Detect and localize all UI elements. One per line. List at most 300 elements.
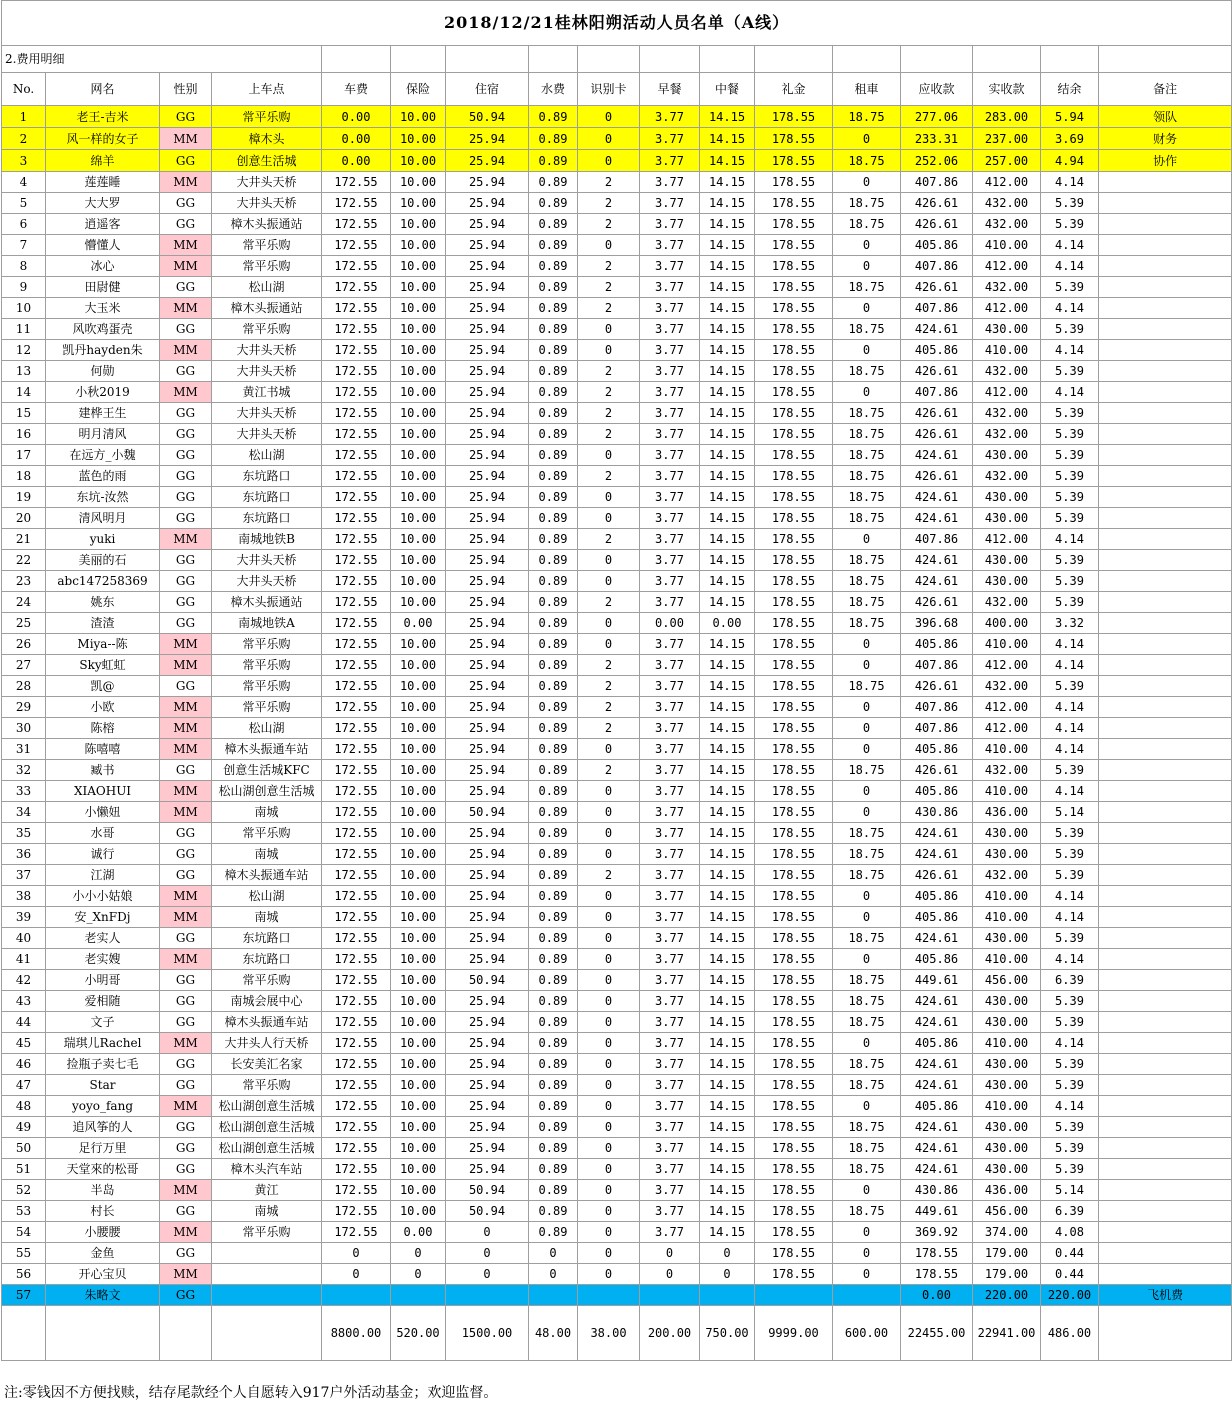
table-cell[interactable] [1099, 466, 1232, 487]
table-cell[interactable]: 407.86 [901, 382, 973, 403]
table-cell[interactable]: 172.55 [322, 214, 391, 235]
table-cell[interactable]: 大井头天桥 [212, 550, 322, 571]
table-cell[interactable]: 3.77 [640, 1222, 700, 1243]
table-cell[interactable]: 14.15 [700, 991, 755, 1012]
table-cell[interactable]: 407.86 [901, 298, 973, 319]
table-cell[interactable]: 0.89 [529, 256, 578, 277]
table-cell[interactable]: 25.94 [446, 128, 529, 150]
table-cell[interactable] [1099, 1012, 1232, 1033]
table-cell[interactable]: GG [160, 823, 212, 844]
table-cell[interactable]: 35 [2, 823, 46, 844]
table-cell[interactable]: 14.15 [700, 760, 755, 781]
table-cell[interactable]: 0 [833, 1096, 901, 1117]
table-cell[interactable]: 3.77 [640, 466, 700, 487]
table-cell[interactable]: 10.00 [391, 382, 446, 403]
table-cell[interactable]: 5.39 [1041, 214, 1099, 235]
table-cell[interactable]: 430.00 [973, 445, 1041, 466]
table-cell[interactable]: 424.61 [901, 319, 973, 340]
table-cell[interactable]: 3.77 [640, 697, 700, 718]
table-cell[interactable]: 178.55 [755, 634, 833, 655]
table-cell[interactable]: 3.77 [640, 886, 700, 907]
table-cell[interactable] [1099, 865, 1232, 886]
table-cell[interactable]: 25.94 [446, 613, 529, 634]
table-cell[interactable]: 412.00 [973, 718, 1041, 739]
table-cell[interactable]: 0 [578, 1201, 640, 1222]
table-cell[interactable]: GG [160, 1159, 212, 1180]
table-cell[interactable]: 25.94 [446, 949, 529, 970]
table-cell[interactable]: 10.00 [391, 718, 446, 739]
table-cell[interactable]: 臧书 [46, 760, 160, 781]
table-cell[interactable]: 2 [578, 466, 640, 487]
table-cell[interactable]: 430.00 [973, 1012, 1041, 1033]
table-cell[interactable]: 277.06 [901, 106, 973, 128]
table-cell[interactable]: 31 [2, 739, 46, 760]
table-cell[interactable] [1099, 634, 1232, 655]
table-cell[interactable]: 456.00 [973, 970, 1041, 991]
table-cell[interactable]: 14.15 [700, 1054, 755, 1075]
table-cell[interactable]: 172.55 [322, 907, 391, 928]
table-cell[interactable]: 25.94 [446, 907, 529, 928]
table-cell[interactable]: MM [160, 1180, 212, 1201]
table-cell[interactable] [1099, 739, 1232, 760]
table-cell[interactable]: 10.00 [391, 1096, 446, 1117]
table-cell[interactable]: 410.00 [973, 340, 1041, 361]
table-cell[interactable]: 天堂來的松哥 [46, 1159, 160, 1180]
table-cell[interactable]: 0.89 [529, 361, 578, 382]
table-cell[interactable]: 426.61 [901, 214, 973, 235]
table-cell[interactable]: 178.55 [755, 319, 833, 340]
table-cell[interactable]: 178.55 [901, 1264, 973, 1285]
table-cell[interactable]: 0.00 [391, 613, 446, 634]
table-cell[interactable]: 常平乐购 [212, 106, 322, 128]
table-cell[interactable]: GG [160, 424, 212, 445]
table-cell[interactable]: GG [160, 592, 212, 613]
table-cell[interactable]: 陈榕 [46, 718, 160, 739]
table-cell[interactable]: 0.89 [529, 760, 578, 781]
table-cell[interactable]: 18.75 [833, 1117, 901, 1138]
table-cell[interactable]: 172.55 [322, 1201, 391, 1222]
table-cell[interactable]: 风吹鸡蛋壳 [46, 319, 160, 340]
table-cell[interactable]: 172.55 [322, 508, 391, 529]
table-cell[interactable]: 178.55 [755, 361, 833, 382]
table-cell[interactable]: 0.89 [529, 718, 578, 739]
table-cell[interactable]: 10.00 [391, 697, 446, 718]
column-header[interactable]: 结余 [1041, 73, 1099, 106]
table-cell[interactable]: 0.00 [322, 106, 391, 128]
table-cell[interactable]: 172.55 [322, 235, 391, 256]
total-cell[interactable]: 22941.00 [973, 1306, 1041, 1361]
table-cell[interactable]: 172.55 [322, 1054, 391, 1075]
table-cell[interactable]: 14.15 [700, 361, 755, 382]
table-cell[interactable]: 0 [578, 1054, 640, 1075]
table-cell[interactable]: 432.00 [973, 865, 1041, 886]
table-cell[interactable]: 10.00 [391, 172, 446, 193]
table-cell[interactable]: 400.00 [973, 613, 1041, 634]
table-cell[interactable] [1099, 172, 1232, 193]
table-cell[interactable]: 2 [578, 424, 640, 445]
table-cell[interactable]: 0 [578, 1222, 640, 1243]
table-cell[interactable]: 432.00 [973, 760, 1041, 781]
table-cell[interactable]: 2 [578, 529, 640, 550]
table-cell[interactable]: 14.15 [700, 1075, 755, 1096]
table-cell[interactable]: 东坑路口 [212, 949, 322, 970]
table-cell[interactable]: 大井头天桥 [212, 340, 322, 361]
table-cell[interactable]: 4.14 [1041, 382, 1099, 403]
table-cell[interactable]: 3.77 [640, 508, 700, 529]
table-cell[interactable]: 0 [578, 319, 640, 340]
table-cell[interactable]: 0 [578, 150, 640, 172]
table-cell[interactable]: MM [160, 697, 212, 718]
table-cell[interactable]: 220.00 [1041, 1285, 1099, 1306]
table-cell[interactable]: 爱相随 [46, 991, 160, 1012]
table-cell[interactable]: 3.77 [640, 760, 700, 781]
table-cell[interactable]: 3.77 [640, 970, 700, 991]
table-cell[interactable]: MM [160, 907, 212, 928]
table-cell[interactable]: 2 [578, 214, 640, 235]
table-cell[interactable]: 172.55 [322, 1096, 391, 1117]
table-cell[interactable]: 410.00 [973, 1033, 1041, 1054]
table-cell[interactable]: 172.55 [322, 571, 391, 592]
table-cell[interactable]: 大井头天桥 [212, 172, 322, 193]
table-cell[interactable]: 0 [833, 949, 901, 970]
column-header[interactable]: 早餐 [640, 73, 700, 106]
table-cell[interactable]: 0 [578, 1096, 640, 1117]
table-cell[interactable] [1099, 655, 1232, 676]
table-cell[interactable]: 5.39 [1041, 319, 1099, 340]
table-cell[interactable]: 5.39 [1041, 1159, 1099, 1180]
table-cell[interactable]: 25.94 [446, 1012, 529, 1033]
table-cell[interactable]: GG [160, 1285, 212, 1306]
table-cell[interactable]: 14.15 [700, 508, 755, 529]
table-cell[interactable]: 4.14 [1041, 256, 1099, 277]
table-cell[interactable]: 25.94 [446, 1159, 529, 1180]
table-cell[interactable]: 49 [2, 1117, 46, 1138]
table-cell[interactable]: 樟木头振通站 [212, 214, 322, 235]
table-cell[interactable]: 14.15 [700, 844, 755, 865]
table-cell[interactable]: GG [160, 106, 212, 128]
table-cell[interactable]: 14.15 [700, 1012, 755, 1033]
table-cell[interactable]: 4.14 [1041, 529, 1099, 550]
table-cell[interactable]: 18.75 [833, 1054, 901, 1075]
table-cell[interactable]: 172.55 [322, 1159, 391, 1180]
table-cell[interactable]: GG [160, 361, 212, 382]
table-cell[interactable]: 0 [578, 907, 640, 928]
table-cell[interactable]: 25.94 [446, 634, 529, 655]
table-cell[interactable]: 449.61 [901, 1201, 973, 1222]
table-cell[interactable]: 2 [578, 655, 640, 676]
table-cell[interactable]: 14.15 [700, 235, 755, 256]
table-cell[interactable]: 25.94 [446, 739, 529, 760]
table-cell[interactable]: 5.39 [1041, 466, 1099, 487]
table-cell[interactable]: 407.86 [901, 529, 973, 550]
table-cell[interactable] [1099, 886, 1232, 907]
table-cell[interactable]: 10.00 [391, 592, 446, 613]
total-cell[interactable] [160, 1306, 212, 1361]
table-cell[interactable]: 领队 [1099, 106, 1232, 128]
table-cell[interactable]: 0 [833, 655, 901, 676]
table-cell[interactable]: 178.55 [755, 298, 833, 319]
table-cell[interactable]: 430.00 [973, 823, 1041, 844]
table-cell[interactable]: 5.39 [1041, 1138, 1099, 1159]
table-cell[interactable]: 10.00 [391, 655, 446, 676]
table-cell[interactable] [1099, 235, 1232, 256]
table-cell[interactable]: Star [46, 1075, 160, 1096]
table-cell[interactable]: 5.39 [1041, 550, 1099, 571]
table-cell[interactable]: 0.89 [529, 487, 578, 508]
table-cell[interactable]: 0 [578, 571, 640, 592]
table-cell[interactable]: 0.89 [529, 319, 578, 340]
total-cell[interactable] [1099, 1306, 1232, 1361]
table-cell[interactable]: 2 [578, 277, 640, 298]
table-cell[interactable]: 18.75 [833, 991, 901, 1012]
table-cell[interactable]: 瑞琪儿Rachel [46, 1033, 160, 1054]
table-cell[interactable] [1099, 970, 1232, 991]
table-cell[interactable]: 长安美汇名家 [212, 1054, 322, 1075]
table-cell[interactable]: 0 [700, 1243, 755, 1264]
table-cell[interactable] [1099, 1054, 1232, 1075]
table-cell[interactable]: 25.94 [446, 676, 529, 697]
table-cell[interactable] [1099, 1243, 1232, 1264]
table-cell[interactable]: 426.61 [901, 277, 973, 298]
table-cell[interactable]: 3.77 [640, 298, 700, 319]
table-cell[interactable]: 4.14 [1041, 949, 1099, 970]
table-cell[interactable]: 2 [578, 172, 640, 193]
total-cell[interactable]: 8800.00 [322, 1306, 391, 1361]
table-cell[interactable]: 178.55 [755, 949, 833, 970]
table-cell[interactable]: 0.00 [700, 613, 755, 634]
table-cell[interactable]: 172.55 [322, 1138, 391, 1159]
table-cell[interactable]: 0.89 [529, 1180, 578, 1201]
total-cell[interactable]: 9999.00 [755, 1306, 833, 1361]
table-cell[interactable]: 10.00 [391, 529, 446, 550]
table-cell[interactable]: 3.77 [640, 949, 700, 970]
table-cell[interactable]: MM [160, 655, 212, 676]
table-cell[interactable]: 江湖 [46, 865, 160, 886]
total-cell[interactable] [46, 1306, 160, 1361]
table-cell[interactable]: 24 [2, 592, 46, 613]
table-cell[interactable]: 5.39 [1041, 1117, 1099, 1138]
table-cell[interactable]: 10.00 [391, 739, 446, 760]
table-cell[interactable]: 樟木头振通站 [212, 592, 322, 613]
table-cell[interactable]: 178.55 [755, 424, 833, 445]
table-cell[interactable]: 38 [2, 886, 46, 907]
table-cell[interactable]: 51 [2, 1159, 46, 1180]
table-cell[interactable]: 0.89 [529, 1054, 578, 1075]
table-cell[interactable]: 4.14 [1041, 886, 1099, 907]
table-cell[interactable]: 410.00 [973, 781, 1041, 802]
table-cell[interactable]: 178.55 [755, 613, 833, 634]
table-cell[interactable]: 大井头天桥 [212, 424, 322, 445]
column-header[interactable]: 礼金 [755, 73, 833, 106]
table-cell[interactable]: 2 [2, 128, 46, 150]
table-cell[interactable]: 25.94 [446, 256, 529, 277]
table-cell[interactable]: 172.55 [322, 1117, 391, 1138]
table-cell[interactable]: 常平乐购 [212, 655, 322, 676]
table-cell[interactable]: 25 [2, 613, 46, 634]
table-cell[interactable] [1099, 1033, 1232, 1054]
table-cell[interactable]: 4.14 [1041, 172, 1099, 193]
table-cell[interactable]: MM [160, 1222, 212, 1243]
table-cell[interactable]: 41 [2, 949, 46, 970]
total-cell[interactable]: 1500.00 [446, 1306, 529, 1361]
table-cell[interactable]: 0.00 [901, 1285, 973, 1306]
table-cell[interactable]: 凯@ [46, 676, 160, 697]
table-cell[interactable]: 25.94 [446, 403, 529, 424]
table-cell[interactable]: 407.86 [901, 172, 973, 193]
table-cell[interactable]: 松山湖创意生活城 [212, 781, 322, 802]
table-cell[interactable]: 405.86 [901, 949, 973, 970]
table-cell[interactable]: 南城会展中心 [212, 991, 322, 1012]
table-cell[interactable] [446, 1285, 529, 1306]
table-cell[interactable]: 405.86 [901, 340, 973, 361]
table-cell[interactable]: 14.15 [700, 802, 755, 823]
table-cell[interactable]: 18.75 [833, 403, 901, 424]
table-cell[interactable]: 178.55 [755, 172, 833, 193]
table-cell[interactable]: 4.14 [1041, 781, 1099, 802]
table-cell[interactable]: 410.00 [973, 1096, 1041, 1117]
table-cell[interactable]: 0.89 [529, 823, 578, 844]
total-cell[interactable]: 200.00 [640, 1306, 700, 1361]
table-cell[interactable]: 14.15 [700, 886, 755, 907]
table-cell[interactable]: MM [160, 886, 212, 907]
table-cell[interactable]: 2 [578, 760, 640, 781]
table-cell[interactable]: 178.55 [755, 277, 833, 298]
table-cell[interactable]: MM [160, 781, 212, 802]
column-header[interactable]: 实收款 [973, 73, 1041, 106]
table-cell[interactable]: 430.00 [973, 487, 1041, 508]
column-header[interactable]: 识别卡 [578, 73, 640, 106]
table-cell[interactable]: 172.55 [322, 319, 391, 340]
table-cell[interactable]: 14.15 [700, 214, 755, 235]
table-cell[interactable]: 0 [833, 781, 901, 802]
table-cell[interactable]: 407.86 [901, 655, 973, 676]
table-cell[interactable]: 0.89 [529, 1012, 578, 1033]
table-cell[interactable]: 172.55 [322, 886, 391, 907]
table-cell[interactable]: 25.94 [446, 550, 529, 571]
table-cell[interactable]: 25.94 [446, 1096, 529, 1117]
table-cell[interactable]: 25.94 [446, 844, 529, 865]
table-cell[interactable]: 369.92 [901, 1222, 973, 1243]
table-cell[interactable]: 430.00 [973, 1117, 1041, 1138]
table-cell[interactable]: 456.00 [973, 1201, 1041, 1222]
table-cell[interactable]: 14.15 [700, 106, 755, 128]
table-cell[interactable]: 0.89 [529, 613, 578, 634]
table-cell[interactable]: 424.61 [901, 928, 973, 949]
table-cell[interactable]: 178.55 [755, 1264, 833, 1285]
table-cell[interactable]: 14.15 [700, 571, 755, 592]
column-header[interactable]: 中餐 [700, 73, 755, 106]
table-cell[interactable]: GG [160, 403, 212, 424]
table-cell[interactable]: 0 [833, 340, 901, 361]
table-cell[interactable]: 0.89 [529, 1033, 578, 1054]
table-cell[interactable]: 430.00 [973, 1075, 1041, 1096]
table-cell[interactable]: 11 [2, 319, 46, 340]
table-cell[interactable]: 0.89 [529, 949, 578, 970]
table-cell[interactable]: 33 [2, 781, 46, 802]
table-cell[interactable]: 3.77 [640, 739, 700, 760]
table-cell[interactable]: 0 [578, 823, 640, 844]
table-cell[interactable]: 0 [578, 844, 640, 865]
table-cell[interactable]: 0.89 [529, 1096, 578, 1117]
table-cell[interactable]: 老王-吉米 [46, 106, 160, 128]
table-cell[interactable] [1099, 403, 1232, 424]
table-cell[interactable]: 10.00 [391, 634, 446, 655]
table-cell[interactable]: 安_XnFDj [46, 907, 160, 928]
table-cell[interactable]: 424.61 [901, 823, 973, 844]
table-cell[interactable]: 14.15 [700, 529, 755, 550]
table-cell[interactable]: GG [160, 550, 212, 571]
table-cell[interactable]: GG [160, 865, 212, 886]
table-cell[interactable]: 14.15 [700, 298, 755, 319]
table-cell[interactable]: 东坑-汝然 [46, 487, 160, 508]
table-cell[interactable]: 172.55 [322, 760, 391, 781]
table-cell[interactable]: 50 [2, 1138, 46, 1159]
table-cell[interactable]: 172.55 [322, 949, 391, 970]
table-cell[interactable]: 424.61 [901, 1117, 973, 1138]
table-cell[interactable]: 3.77 [640, 1033, 700, 1054]
table-cell[interactable] [1099, 1222, 1232, 1243]
table-cell[interactable]: 10.00 [391, 256, 446, 277]
table-cell[interactable]: 25.94 [446, 571, 529, 592]
table-cell[interactable]: 创意生活城KFC [212, 760, 322, 781]
table-cell[interactable]: 5.39 [1041, 193, 1099, 214]
table-cell[interactable]: 4.14 [1041, 340, 1099, 361]
table-cell[interactable]: 10.00 [391, 277, 446, 298]
table-cell[interactable]: 0.89 [529, 508, 578, 529]
table-cell[interactable]: 424.61 [901, 571, 973, 592]
table-cell[interactable] [1099, 424, 1232, 445]
table-cell[interactable]: GG [160, 844, 212, 865]
table-cell[interactable]: 426.61 [901, 676, 973, 697]
table-cell[interactable]: MM [160, 256, 212, 277]
table-cell[interactable]: 10.00 [391, 1117, 446, 1138]
table-cell[interactable] [1099, 613, 1232, 634]
table-cell[interactable]: 25.94 [446, 529, 529, 550]
table-cell[interactable]: 捡瓶子卖七毛 [46, 1054, 160, 1075]
table-cell[interactable]: Miya--陈 [46, 634, 160, 655]
table-cell[interactable]: 407.86 [901, 697, 973, 718]
table-cell[interactable] [1099, 760, 1232, 781]
table-cell[interactable]: 3.77 [640, 1138, 700, 1159]
table-cell[interactable]: 大大罗 [46, 193, 160, 214]
table-cell[interactable]: 0.89 [529, 907, 578, 928]
table-cell[interactable]: 18 [2, 466, 46, 487]
table-cell[interactable] [529, 1285, 578, 1306]
table-cell[interactable]: 426.61 [901, 361, 973, 382]
table-cell[interactable]: 20 [2, 508, 46, 529]
table-cell[interactable]: 7 [2, 235, 46, 256]
table-cell[interactable]: 常平乐购 [212, 256, 322, 277]
table-cell[interactable]: 2 [578, 865, 640, 886]
table-cell[interactable]: 老实人 [46, 928, 160, 949]
table-cell[interactable]: GG [160, 676, 212, 697]
table-cell[interactable]: 3.77 [640, 382, 700, 403]
table-cell[interactable]: 172.55 [322, 823, 391, 844]
table-cell[interactable]: 2 [578, 697, 640, 718]
table-cell[interactable]: 0.89 [529, 844, 578, 865]
table-cell[interactable]: 小明哥 [46, 970, 160, 991]
table-cell[interactable]: 0 [833, 298, 901, 319]
table-cell[interactable]: 424.61 [901, 844, 973, 865]
table-cell[interactable]: 姚东 [46, 592, 160, 613]
table-cell[interactable]: 14.15 [700, 340, 755, 361]
table-cell[interactable]: 南城地铁B [212, 529, 322, 550]
table-cell[interactable]: 樟木头振通车站 [212, 739, 322, 760]
table-cell[interactable]: 56 [2, 1264, 46, 1285]
table-cell[interactable]: 0.89 [529, 781, 578, 802]
table-cell[interactable]: 178.55 [755, 1033, 833, 1054]
table-cell[interactable] [1099, 508, 1232, 529]
